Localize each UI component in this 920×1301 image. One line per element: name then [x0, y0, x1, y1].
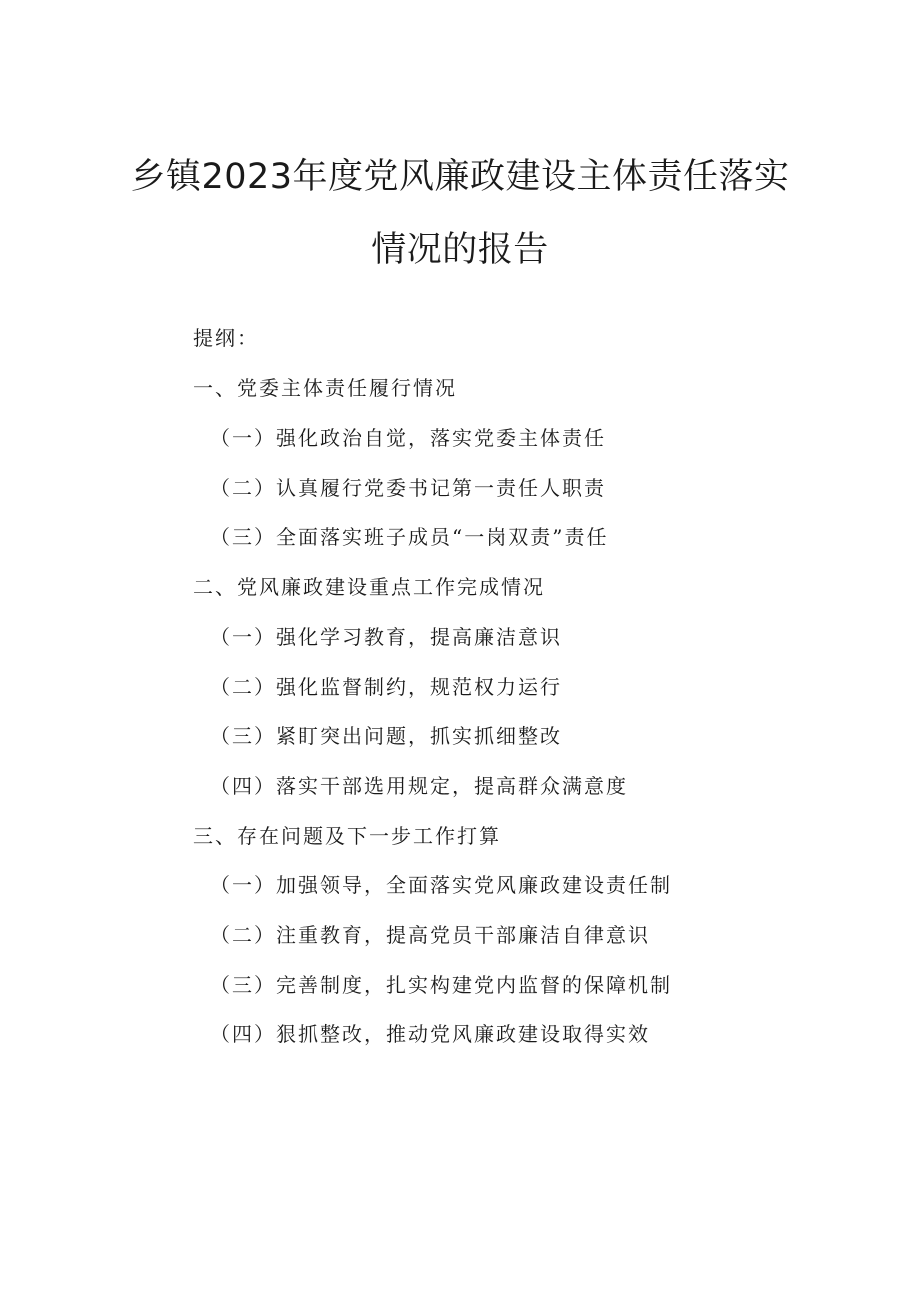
section-heading: 三、存在问题及下一步工作打算 — [193, 824, 501, 848]
outline-item: （三）紧盯突出问题，抓实抓细整改 — [210, 724, 562, 748]
outline-item: （一）强化学习教育，提高廉洁意识 — [210, 625, 562, 649]
outline-item: （二）注重教育，提高党员干部廉洁自律意识 — [210, 923, 650, 947]
section-heading: 一、党委主体责任履行情况 — [193, 376, 457, 400]
document-title-line-2: 情况的报告 — [371, 230, 549, 270]
outline-item: （三）全面落实班子成员“一岗双责”责任 — [210, 525, 609, 549]
document-title-line-1: 乡镇2023年度党风廉政建设主体责任落实 — [130, 157, 790, 197]
outline-item: （二）认真履行党委书记第一责任人职责 — [210, 476, 606, 500]
section-heading: 二、党风廉政建设重点工作完成情况 — [193, 575, 545, 599]
outline-item: （一）强化政治自觉，落实党委主体责任 — [210, 426, 606, 450]
outline-item: （一）加强领导，全面落实党风廉政建设责任制 — [210, 873, 672, 897]
outline-label: 提纲： — [193, 326, 259, 350]
outline-item: （四）狠抓整改，推动党风廉政建设取得实效 — [210, 1022, 650, 1046]
outline-item: （二）强化监督制约，规范权力运行 — [210, 675, 562, 699]
outline-item: （三）完善制度，扎实构建党内监督的保障机制 — [210, 973, 672, 997]
outline-item: （四）落实干部选用规定，提高群众满意度 — [210, 774, 628, 798]
